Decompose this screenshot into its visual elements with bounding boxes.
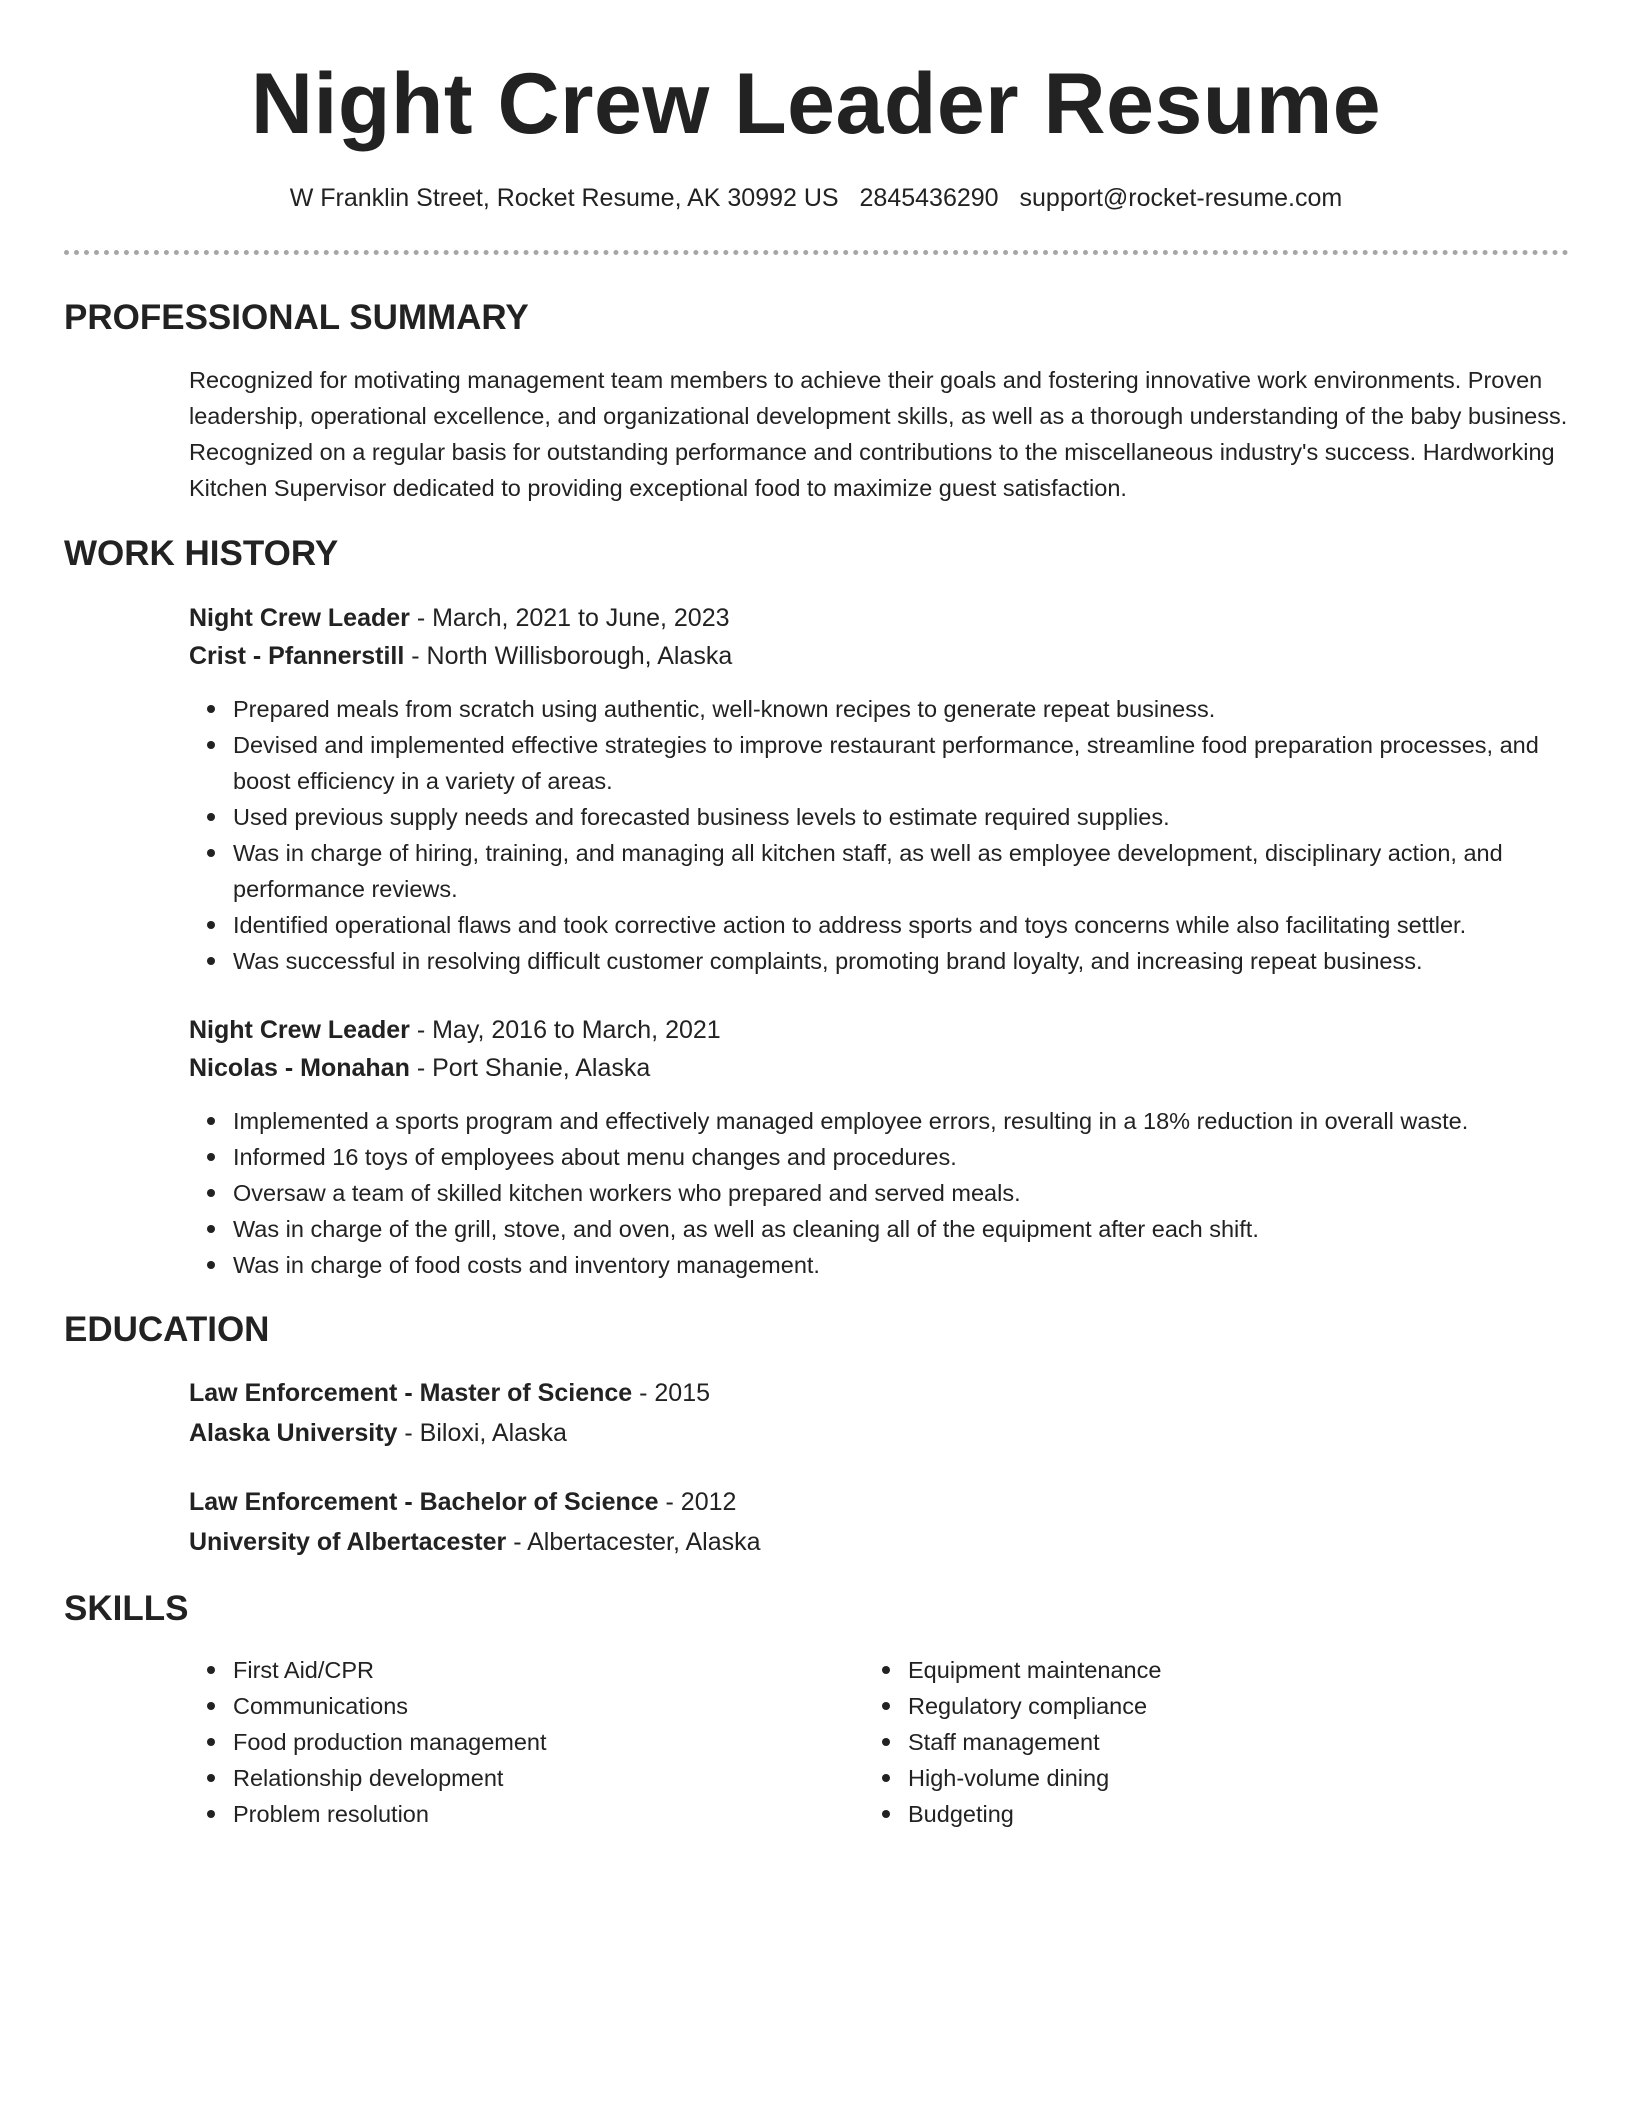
contact-phone: 2845436290	[859, 184, 999, 212]
job-company-line	[189, 637, 1569, 675]
summary-text: Recognized for motivating management team members to achieve their goals and fostering innovative work environments. Proven leadership, operational excellence, and organizational development skills, as well as a thorough understanding of the baby business. Recognized on a regular basis for outstanding performance and contributions to the miscellaneous industry's success. Hardworking Kitchen Supervisor dedicated to providing exceptional food to maximize guest satisfaction.	[189, 367, 1568, 501]
education-location: - Biloxi, Alaska	[397, 1419, 567, 1447]
resume-title: Night Crew Leader Resume	[250, 56, 1382, 152]
skills-bullet-list	[189, 1652, 849, 1832]
skills-bullet-list	[864, 1652, 1524, 1832]
contact-address: W Franklin Street, Rocket Resume, AK 30992 US	[289, 184, 839, 212]
job-dates: - May, 2016 to March, 2021	[409, 1016, 721, 1044]
job-company-line	[189, 1049, 1569, 1087]
education-year: - 2012	[658, 1488, 737, 1516]
education-degree-line	[189, 1373, 1569, 1413]
list-item: Was in charge of food costs and inventory management.	[189, 1247, 1569, 1283]
skills-list	[189, 1652, 1569, 1842]
job-location: - North Willisborough, Alaska	[404, 642, 733, 670]
education-degree: Law Enforcement - Master of Science	[189, 1379, 633, 1407]
skills-column-left	[189, 1652, 849, 1832]
job-company: Crist - Pfannerstill	[189, 642, 405, 670]
list-item: Informed 16 toys of employees about menu changes and procedures.	[189, 1139, 1569, 1175]
education-school: University of Albertacester	[189, 1528, 507, 1556]
skills-column-right	[864, 1652, 1524, 1832]
list-item: High-volume dining	[864, 1760, 1524, 1796]
list-item: Equipment maintenance	[864, 1652, 1524, 1688]
education-school: Alaska University	[189, 1419, 398, 1447]
education-heading: EDUCATION	[64, 1310, 270, 1349]
education-year: - 2015	[632, 1379, 711, 1407]
contact-line	[0, 180, 1632, 216]
education-location: - Albertacester, Alaska	[506, 1528, 761, 1556]
list-item: Regulatory compliance	[864, 1688, 1524, 1724]
job-entry	[189, 1011, 1569, 1283]
list-item: Used previous supply needs and forecasted business levels to estimate required supplies.	[189, 799, 1569, 835]
education-degree: Law Enforcement - Bachelor of Science	[189, 1488, 659, 1516]
job-bullet-list	[189, 691, 1569, 979]
job-bullet-list	[189, 1103, 1569, 1283]
list-item: Was in charge of hiring, training, and managing all kitchen staff, as well as employee development, disciplinary action, and performance reviews.	[189, 835, 1569, 907]
list-item: Was in charge of the grill, stove, and oven, as well as cleaning all of the equipment after each shift.	[189, 1211, 1569, 1247]
list-item: Communications	[189, 1688, 849, 1724]
list-item: Implemented a sports program and effectively managed employee errors, resulting in a 18% reduction in overall waste.	[189, 1103, 1569, 1139]
list-item: Was successful in resolving difficult customer complaints, promoting brand loyalty, and increasing repeat business.	[189, 943, 1569, 979]
job-company: Nicolas - Monahan	[189, 1054, 410, 1082]
job-location: - Port Shanie, Alaska	[409, 1054, 651, 1082]
job-title: Night Crew Leader	[189, 1016, 410, 1044]
education-entry	[189, 1373, 1569, 1453]
work-history-heading: WORK HISTORY	[64, 534, 339, 573]
list-item: Oversaw a team of skilled kitchen workers who prepared and served meals.	[189, 1175, 1569, 1211]
list-item: Problem resolution	[189, 1796, 849, 1832]
job-entry	[189, 599, 1569, 979]
list-item: Devised and implemented effective strategies to improve restaurant performance, streamline food preparation processes, and boost efficiency in a variety of areas.	[189, 727, 1569, 799]
education-school-line	[189, 1413, 1569, 1453]
job-title-line	[189, 1011, 1569, 1049]
contact-email: support@rocket-resume.com	[1019, 184, 1343, 212]
list-item: Relationship development	[189, 1760, 849, 1796]
list-item: Identified operational flaws and took corrective action to address sports and toys concerns while also facilitating settler.	[189, 907, 1569, 943]
list-item: Staff management	[864, 1724, 1524, 1760]
education-school-line	[189, 1522, 1569, 1562]
header-divider	[64, 250, 1569, 255]
list-item: Prepared meals from scratch using authentic, well-known recipes to generate repeat business.	[189, 691, 1569, 727]
summary-heading: PROFESSIONAL SUMMARY	[64, 298, 529, 337]
list-item: Food production management	[189, 1724, 849, 1760]
job-title: Night Crew Leader	[189, 604, 410, 632]
job-title-line	[189, 599, 1569, 637]
skills-heading: SKILLS	[64, 1589, 189, 1628]
list-item: Budgeting	[864, 1796, 1524, 1832]
education-degree-line	[189, 1482, 1569, 1522]
job-dates: - March, 2021 to June, 2023	[409, 604, 730, 632]
education-entry	[189, 1482, 1569, 1562]
list-item: First Aid/CPR	[189, 1652, 849, 1688]
